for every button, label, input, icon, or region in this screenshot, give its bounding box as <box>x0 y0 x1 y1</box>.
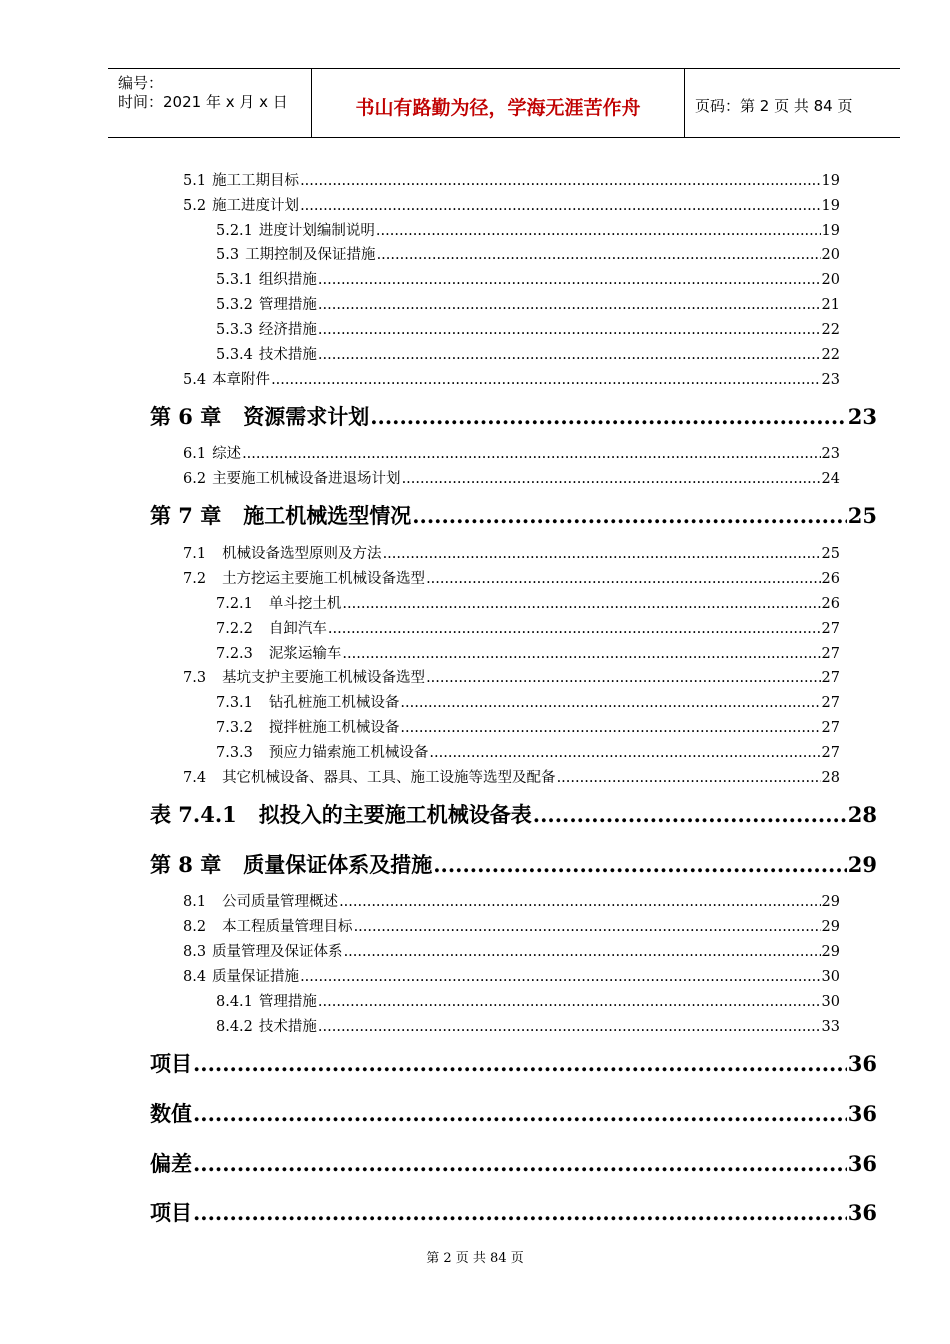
toc-entry-number: 5.3.1 <box>216 272 253 288</box>
toc-entry-title: 质量管理及保证体系 <box>212 944 343 960</box>
toc-entry-page: 24 <box>821 471 840 487</box>
toc-leader-dots <box>377 245 821 265</box>
toc-entry[interactable] <box>183 171 840 191</box>
toc-entry-number: 7.1 <box>183 546 207 562</box>
toc-entry-page: 27 <box>821 720 840 736</box>
toc-leader-dots <box>533 801 847 829</box>
toc-entry-page: 27 <box>821 646 840 662</box>
toc-leader-dots <box>429 743 820 763</box>
toc-leader-dots <box>318 320 821 340</box>
toc-section-title: 偏差 <box>150 1151 192 1176</box>
toc-leader-dots <box>400 718 820 738</box>
toc-entry-page: 27 <box>821 670 840 686</box>
toc-leader-dots <box>193 1150 847 1178</box>
toc-leader-dots <box>193 1100 847 1128</box>
toc-section-entry[interactable] <box>150 1050 877 1078</box>
header-page-info: 页码：第 2 页 共 84 页 <box>695 97 853 115</box>
toc-entry[interactable] <box>216 718 840 738</box>
toc-entry-page: 23 <box>821 372 840 388</box>
toc-chapter-page: 23 <box>847 404 877 429</box>
toc-entry-number: 6.2 <box>183 471 207 487</box>
toc-leader-dots <box>426 668 820 688</box>
toc-leader-dots <box>433 851 847 879</box>
toc-entry-page: 21 <box>821 297 840 313</box>
toc-entry-number: 7.3 <box>183 670 207 686</box>
toc-entry[interactable] <box>183 444 840 464</box>
toc-entry-number: 7.2.1 <box>216 596 253 612</box>
toc-entry-title: 施工进度计划 <box>212 198 300 214</box>
toc-chapter-entry[interactable] <box>150 851 877 879</box>
toc-entry-title: 机械设备选型原则及方法 <box>222 546 382 562</box>
toc-entry-page: 22 <box>821 347 840 363</box>
toc-entry[interactable] <box>216 594 840 614</box>
toc-leader-dots <box>342 644 820 664</box>
toc-entry[interactable] <box>183 469 840 489</box>
toc-leader-dots <box>318 1017 821 1037</box>
toc-leader-dots <box>376 221 821 241</box>
toc-entry[interactable] <box>216 221 840 241</box>
header-page-cell <box>685 69 900 137</box>
toc-entry-number: 8.4.2 <box>216 1019 253 1035</box>
toc-leader-dots <box>193 1199 847 1227</box>
toc-entry-title: 单斗挖土机 <box>268 596 342 612</box>
toc-leader-dots <box>402 469 821 489</box>
toc-leader-dots <box>342 594 820 614</box>
toc-leader-dots <box>318 992 821 1012</box>
toc-entry[interactable] <box>216 693 840 713</box>
toc-chapter-title: 施工机械选型情况 <box>243 503 412 528</box>
toc-entry-title: 其它机械设备、器具、工具、施工设施等选型及配备 <box>222 770 556 786</box>
toc-entry-title: 自卸汽车 <box>268 621 327 637</box>
toc-entry[interactable] <box>183 942 840 962</box>
toc-chapter-entry[interactable] <box>150 502 877 530</box>
toc-entry[interactable] <box>216 270 840 290</box>
toc-entry-page: 23 <box>821 446 840 462</box>
toc-leader-dots <box>242 444 820 464</box>
document-number-label: 编号： <box>118 74 164 92</box>
toc-entry-page: 27 <box>821 695 840 711</box>
toc-entry-title: 组织措施 <box>258 272 317 288</box>
toc-entry-title: 技术措施 <box>258 347 317 363</box>
toc-entry[interactable] <box>183 370 840 390</box>
header-meta-cell <box>108 69 311 137</box>
toc-leader-dots <box>339 892 820 912</box>
toc-leader-dots <box>300 171 820 191</box>
toc-leader-dots <box>383 544 821 564</box>
toc-entry-page: 33 <box>821 1019 840 1035</box>
toc-table-page: 28 <box>847 802 877 827</box>
toc-leader-dots <box>271 370 820 390</box>
toc-section-entry[interactable] <box>150 1199 877 1227</box>
toc-entry-page: 28 <box>821 770 840 786</box>
toc-section-entry[interactable] <box>150 1150 877 1178</box>
toc-chapter-page: 25 <box>847 503 877 528</box>
toc-section-title: 项目 <box>150 1200 192 1225</box>
toc-entry-title: 土方挖运主要施工机械设备选型 <box>222 571 426 587</box>
toc-leader-dots <box>328 619 821 639</box>
toc-entry-page: 22 <box>821 322 840 338</box>
toc-entry[interactable] <box>183 917 840 937</box>
toc-entry-page: 30 <box>821 994 840 1010</box>
toc-entry[interactable] <box>216 320 840 340</box>
page-footer: 第 2 页 共 84 页 <box>426 1251 524 1266</box>
toc-entry-number: 7.2 <box>183 571 207 587</box>
toc-chapter-title: 资源需求计划 <box>243 404 370 429</box>
toc-entry-title: 经济措施 <box>258 322 317 338</box>
toc-entry-title: 公司质量管理概述 <box>222 894 339 910</box>
toc-entry-page: 29 <box>821 944 840 960</box>
toc-entry[interactable] <box>216 345 840 365</box>
header-motto: 书山有路勤为径，学海无涯苦作舟 <box>355 97 641 119</box>
toc-entry-page: 27 <box>821 745 840 761</box>
toc-entry[interactable] <box>216 1017 840 1037</box>
toc-entry-number: 8.1 <box>183 894 207 910</box>
toc-entry[interactable] <box>183 544 840 564</box>
toc-entry-title: 泥浆运输车 <box>268 646 342 662</box>
toc-chapter-number: 第 7 章 <box>150 503 222 528</box>
toc-entry-title: 技术措施 <box>258 1019 317 1035</box>
toc-entry-number: 7.4 <box>183 770 207 786</box>
toc-table-entry[interactable] <box>150 801 877 829</box>
toc-entry-title: 主要施工机械设备进退场计划 <box>212 471 401 487</box>
toc-entry-number: 5.1 <box>183 173 207 189</box>
toc-chapter-number: 第 8 章 <box>150 852 222 877</box>
toc-entry-page: 19 <box>821 223 840 239</box>
toc-entry[interactable] <box>216 992 840 1012</box>
toc-entry-page: 27 <box>821 621 840 637</box>
toc-leader-dots <box>557 768 821 788</box>
toc-entry-title: 质量保证措施 <box>212 969 300 985</box>
toc-entry-title: 工期控制及保证措施 <box>245 247 376 263</box>
toc-entry-title: 本章附件 <box>212 372 271 388</box>
toc-entry-page: 29 <box>821 919 840 935</box>
toc-entry-number: 7.3.3 <box>216 745 253 761</box>
toc-entry-number: 5.4 <box>183 372 207 388</box>
toc-entry-number: 7.3.1 <box>216 695 253 711</box>
toc-leader-dots <box>318 345 821 365</box>
toc-entry-page: 20 <box>821 247 840 263</box>
toc-entry-number: 5.3.4 <box>216 347 253 363</box>
toc-leader-dots <box>300 196 820 216</box>
toc-leader-dots <box>193 1050 847 1078</box>
toc-entry[interactable] <box>216 619 840 639</box>
toc-entry[interactable] <box>183 668 840 688</box>
toc-entry-number: 7.3.2 <box>216 720 253 736</box>
document-date: 时间：2021 年 x 月 x 日 <box>118 93 288 111</box>
toc-entry-number: 8.4 <box>183 969 207 985</box>
toc-chapter-title: 质量保证体系及措施 <box>243 852 433 877</box>
toc-entry-number: 5.3.2 <box>216 297 253 313</box>
toc-entry-page: 25 <box>821 546 840 562</box>
toc-leader-dots <box>370 403 847 431</box>
toc-entry[interactable] <box>183 196 840 216</box>
toc-section-title: 数值 <box>150 1101 192 1126</box>
toc-leader-dots <box>300 967 820 987</box>
toc-entry[interactable] <box>216 743 840 763</box>
toc-entry[interactable] <box>183 569 840 589</box>
toc-section-page: 36 <box>847 1200 877 1225</box>
toc-entry-number: 5.2.1 <box>216 223 253 239</box>
toc-entry-title: 综述 <box>212 446 242 462</box>
toc-entry-number: 8.3 <box>183 944 207 960</box>
toc-table-number: 表 7.4.1 <box>150 802 237 827</box>
toc-entry-title: 钻孔桩施工机械设备 <box>268 695 400 711</box>
toc-section-title: 项目 <box>150 1051 192 1076</box>
toc-leader-dots <box>354 917 821 937</box>
toc-entry-page: 20 <box>821 272 840 288</box>
toc-leader-dots <box>318 270 821 290</box>
toc-entry-number: 5.3.3 <box>216 322 253 338</box>
toc-entry-title: 施工工期目标 <box>212 173 300 189</box>
header-motto-cell <box>311 69 685 137</box>
toc-entry[interactable] <box>216 245 840 265</box>
toc-leader-dots <box>400 693 820 713</box>
toc-leader-dots <box>318 295 821 315</box>
toc-table-title: 拟投入的主要施工机械设备表 <box>258 802 532 827</box>
toc-leader-dots <box>412 502 847 530</box>
toc-leader-dots <box>426 569 820 589</box>
toc-entry-number: 5.3 <box>216 247 240 263</box>
toc-section-page: 36 <box>847 1101 877 1126</box>
toc-entry-number: 6.1 <box>183 446 207 462</box>
toc-entry[interactable] <box>183 768 840 788</box>
toc-entry[interactable] <box>183 967 840 987</box>
toc-entry-title: 管理措施 <box>258 297 317 313</box>
toc-chapter-number: 第 6 章 <box>150 404 222 429</box>
toc-entry-title: 预应力锚索施工机械设备 <box>268 745 429 761</box>
toc-entry-page: 19 <box>821 173 840 189</box>
page-header <box>108 68 900 138</box>
toc-entry-page: 29 <box>821 894 840 910</box>
toc-entry-title: 管理措施 <box>258 994 317 1010</box>
toc-entry-title: 基坑支护主要施工机械设备选型 <box>222 670 426 686</box>
toc-chapter-entry[interactable] <box>150 403 877 431</box>
toc-entry-number: 8.2 <box>183 919 207 935</box>
toc-section-page: 36 <box>847 1051 877 1076</box>
toc-entry[interactable] <box>216 295 840 315</box>
toc-leader-dots <box>344 942 821 962</box>
toc-entry-title: 本工程质量管理目标 <box>222 919 353 935</box>
toc-entry-page: 26 <box>821 571 840 587</box>
toc-entry-page: 30 <box>821 969 840 985</box>
toc-entry[interactable] <box>183 892 840 912</box>
toc-entry-number: 8.4.1 <box>216 994 253 1010</box>
toc-entry-page: 19 <box>821 198 840 214</box>
toc-entry-number: 7.2.2 <box>216 621 253 637</box>
toc-section-page: 36 <box>847 1151 877 1176</box>
toc-section-entry[interactable] <box>150 1100 877 1128</box>
toc-entry-page: 26 <box>821 596 840 612</box>
toc-entry[interactable] <box>216 644 840 664</box>
toc-entry-title: 搅拌桩施工机械设备 <box>268 720 400 736</box>
toc-chapter-page: 29 <box>847 852 877 877</box>
toc-entry-number: 5.2 <box>183 198 207 214</box>
toc-entry-title: 进度计划编制说明 <box>258 223 375 239</box>
toc-entry-number: 7.2.3 <box>216 646 253 662</box>
